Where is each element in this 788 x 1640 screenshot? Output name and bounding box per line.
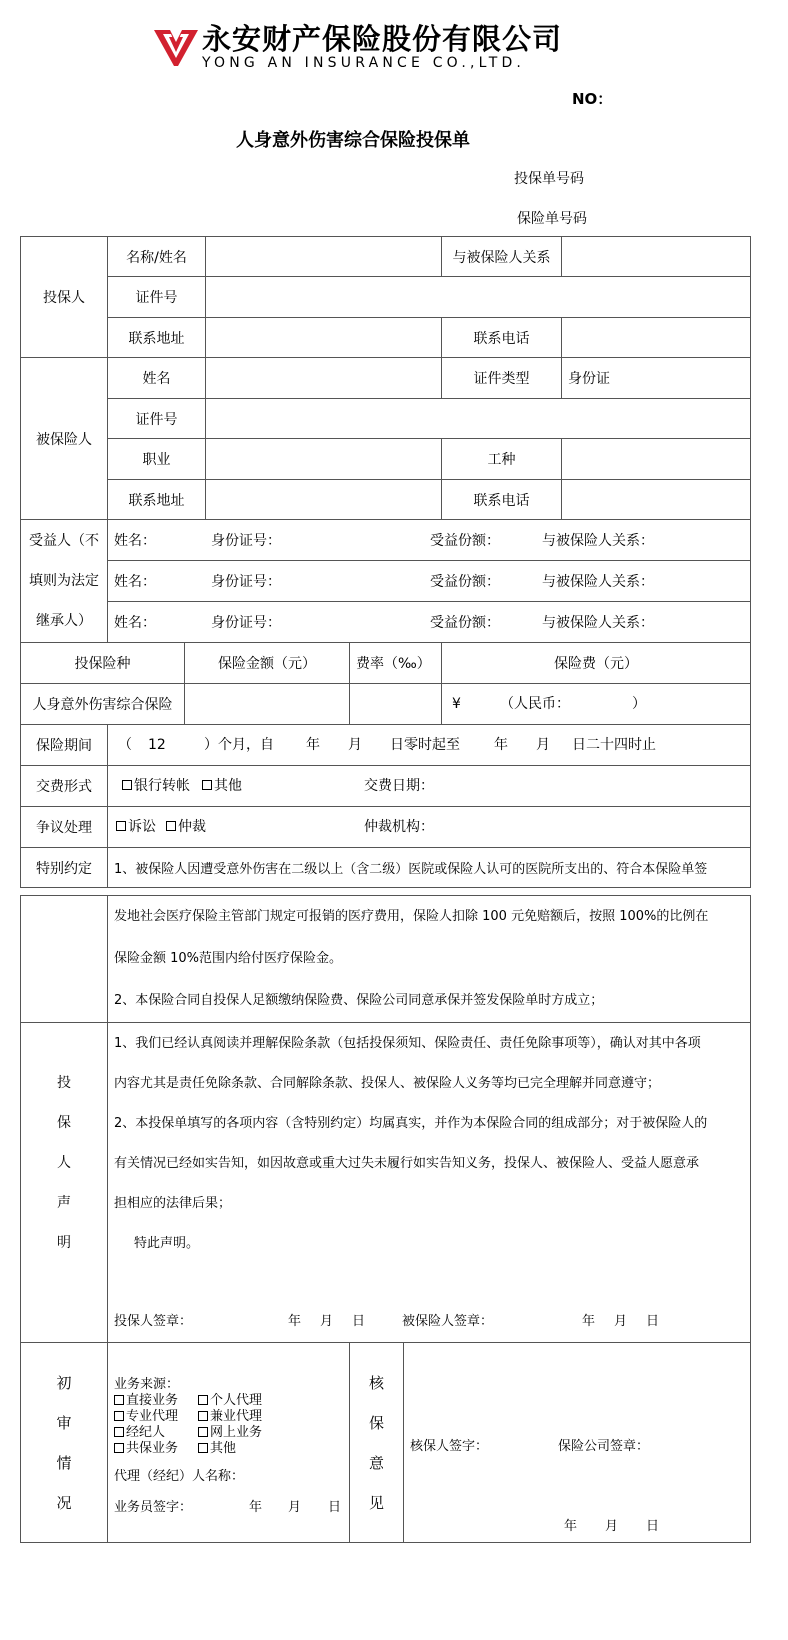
insured-work-type-field[interactable]	[562, 439, 751, 480]
period-months[interactable]: 12	[148, 737, 166, 753]
clerk-sign-year: 年	[249, 1500, 263, 1515]
checkbox-icon[interactable]	[122, 780, 132, 790]
insured-job-label: 职业	[108, 439, 206, 480]
insured-signature-label: 被保险人签章：	[402, 1314, 494, 1329]
coverage-header-product: 投保险种	[21, 643, 185, 684]
beneficiary-name-label: 姓名：	[114, 574, 156, 590]
applicant-section-label: 投保人	[21, 237, 108, 358]
logo-icon	[152, 22, 200, 70]
source-option-label: 经纪人	[126, 1425, 166, 1440]
declaration-table	[20, 895, 751, 1543]
checkbox-icon[interactable]	[114, 1427, 124, 1437]
applicant-relation-label: 与被保险人关系	[442, 237, 562, 277]
checkbox-icon[interactable]	[166, 821, 176, 831]
agent-name-label: 代理（经纪）人名称：	[114, 1469, 245, 1484]
underwriting-label-char: 意	[368, 1453, 384, 1472]
review-body	[108, 1343, 350, 1543]
insured-id-type-value[interactable]: 身份证	[562, 358, 751, 399]
form-number-label: NO：	[572, 90, 613, 108]
source-option-coinsurance[interactable]	[114, 1437, 178, 1456]
source-option-label: 网上业务	[210, 1425, 263, 1440]
review-label-char: 情	[56, 1453, 72, 1472]
special-terms-continuation	[108, 896, 751, 1023]
declaration-p2-line-1: 2、本投保单填写的各项内容（含特别约定）均属真实，并作为本保险合同的组成部分；对于被保险人的	[114, 1116, 708, 1131]
application-form-table	[20, 236, 751, 888]
applicant-sign-day: 日	[352, 1314, 366, 1329]
special-terms-line-2: 发地社会医疗保险主管部门规定可报销的医疗费用，保险人扣除 100 元免赔额后，按照 100%的比例在	[114, 909, 709, 924]
applicant-phone-field[interactable]	[562, 318, 751, 358]
declaration-p3: 特此声明。	[134, 1236, 200, 1251]
page-title: 人身意外伤害综合保险投保单	[236, 130, 470, 151]
insured-sign-year: 年	[582, 1314, 596, 1329]
company-seal-label: 保险公司签章：	[558, 1439, 650, 1454]
policy-number-label: 保险单号码	[517, 211, 587, 227]
checkbox-icon[interactable]	[198, 1411, 208, 1421]
beneficiary-label-line-3: 继承人）	[36, 613, 92, 629]
dispute-arbitration-option[interactable]	[166, 807, 206, 847]
source-option-label: 兼业代理	[210, 1409, 263, 1424]
review-label-char: 况	[56, 1493, 72, 1512]
beneficiary-share-label: 受益份额：	[430, 533, 500, 549]
dispute-litigation-label: 诉讼	[128, 819, 156, 835]
payment-bank-label: 银行转帐	[134, 778, 190, 794]
dispute-arbitration-label: 仲裁	[178, 819, 206, 835]
underwriting-year: 年	[564, 1519, 578, 1534]
insured-phone-field[interactable]	[562, 480, 751, 520]
company-logo	[152, 22, 200, 70]
checkbox-icon[interactable]	[198, 1395, 208, 1405]
beneficiary-relation-label: 与被保险人关系：	[542, 615, 654, 631]
rmb-label: （人民币：	[500, 696, 570, 712]
review-label	[21, 1343, 108, 1543]
underwriting-label	[350, 1343, 404, 1543]
applicant-phone-label: 联系电话	[442, 318, 562, 358]
insured-name-label: 姓名	[108, 358, 206, 399]
coverage-premium-field[interactable]	[442, 684, 751, 725]
period-label: 保险期间	[21, 725, 108, 766]
applicant-id-field[interactable]	[206, 277, 751, 318]
insured-address-label: 联系地址	[108, 480, 206, 520]
review-label-char: 审	[56, 1413, 72, 1432]
clerk-signature-label: 业务员签字：	[114, 1500, 193, 1515]
applicant-name-field[interactable]	[206, 237, 442, 277]
beneficiary-share-label: 受益份额：	[430, 574, 500, 590]
payment-date-label: 交费日期：	[364, 778, 434, 794]
insured-name-field[interactable]	[206, 358, 442, 399]
declaration-body	[108, 1023, 751, 1343]
applicant-address-label: 联系地址	[108, 318, 206, 358]
insured-phone-label: 联系电话	[442, 480, 562, 520]
beneficiary-relation-label: 与被保险人关系：	[542, 574, 654, 590]
checkbox-icon[interactable]	[114, 1411, 124, 1421]
payment-other-option[interactable]	[202, 766, 242, 806]
source-option-other[interactable]	[198, 1437, 236, 1456]
beneficiary-row[interactable]	[108, 561, 751, 602]
declaration-label	[21, 1023, 108, 1343]
special-label: 特别约定	[21, 848, 108, 888]
beneficiary-id-label: 身份证号：	[211, 574, 281, 590]
checkbox-icon[interactable]	[114, 1443, 124, 1453]
underwriting-body	[404, 1343, 751, 1543]
period-day-end: 日二十四时止	[572, 737, 656, 753]
coverage-header-rate: 费率（‰）	[350, 643, 442, 684]
yen-symbol: ¥	[452, 696, 461, 712]
clerk-sign-month: 月	[288, 1500, 302, 1515]
coverage-header-premium: 保险费（元）	[442, 643, 751, 684]
source-option-label: 直接业务	[126, 1393, 179, 1408]
source-option-label: 个人代理	[210, 1393, 263, 1408]
special-terms-line-1: 1、被保险人因遭受意外伤害在二级以上（含二级）医院或保险人认可的医院所支出的、符合本保险单签	[108, 848, 751, 888]
arbitration-org-label: 仲裁机构：	[364, 819, 434, 835]
source-option-label: 共保业务	[126, 1441, 179, 1456]
beneficiary-row[interactable]	[108, 602, 751, 643]
source-option-label: 其他	[210, 1441, 237, 1456]
checkbox-icon[interactable]	[202, 780, 212, 790]
special-terms-line-4: 2、本保险合同自投保人足额缴纳保险费、保险公司同意承保并签发保险单时方成立；	[114, 993, 604, 1008]
beneficiary-relation-label: 与被保险人关系：	[542, 533, 654, 549]
beneficiary-id-label: 身份证号：	[211, 615, 281, 631]
insured-id-label: 证件号	[108, 399, 206, 439]
source-option-label: 专业代理	[126, 1409, 179, 1424]
applicant-name-label: 名称/姓名	[108, 237, 206, 277]
declaration-label-char: 投	[57, 1075, 71, 1091]
payment-other-label: 其他	[214, 778, 242, 794]
checkbox-icon[interactable]	[114, 1395, 124, 1405]
dispute-label: 争议处理	[21, 807, 108, 848]
declaration-p1-line-1: 1、我们已经认真阅读并理解保险条款（包括投保须知、保险责任、责任免除事项等），确认对其中各项	[114, 1036, 701, 1051]
period-open-paren: （	[118, 737, 132, 753]
payment-field	[108, 766, 751, 807]
review-label-char: 初	[56, 1373, 72, 1392]
period-year-end: 年	[494, 737, 508, 753]
coverage-product-name: 人身意外伤害综合保险	[21, 684, 185, 725]
period-field[interactable]	[108, 725, 751, 766]
application-number-label: 投保单号码	[514, 171, 584, 187]
applicant-sign-year: 年	[288, 1314, 302, 1329]
dispute-litigation-option[interactable]	[116, 807, 156, 847]
applicant-signature-label: 投保人签章：	[114, 1314, 193, 1329]
declaration-label-char: 声	[57, 1195, 71, 1211]
applicant-address-field[interactable]	[206, 318, 442, 358]
beneficiary-name-label: 姓名：	[114, 615, 156, 631]
special-terms-line-3: 保险金额 10%范围内给付医疗保险金。	[114, 951, 343, 966]
checkbox-icon[interactable]	[116, 821, 126, 831]
payment-label: 交费形式	[21, 766, 108, 807]
period-months-text: ）个月，自	[204, 737, 274, 753]
declaration-p1-line-2: 内容尤其是责任免除条款、合同解除条款、投保人、被保险人义务等均已完全理解并同意遵守；	[114, 1076, 661, 1091]
clerk-sign-day: 日	[328, 1500, 342, 1515]
period-month-end: 月	[536, 737, 550, 753]
declaration-label-char: 人	[57, 1155, 71, 1171]
beneficiary-section-label	[21, 520, 108, 643]
coverage-rate-field[interactable]	[350, 684, 442, 725]
insured-id-type-label: 证件类型	[442, 358, 562, 399]
period-month-start: 月	[348, 737, 362, 753]
insured-section-label: 被保险人	[21, 358, 108, 520]
special-continuation-blank	[21, 896, 108, 1023]
underwriting-label-char: 保	[368, 1413, 384, 1432]
underwriter-signature-label: 核保人签字：	[410, 1439, 489, 1454]
applicant-id-label: 证件号	[108, 277, 206, 318]
declaration-p2-line-2: 有关情况已经如实告知，如因故意或重大过失未履行如实告知义务，投保人、被保险人、受益人愿意承	[114, 1156, 700, 1171]
declaration-label-char: 保	[57, 1115, 71, 1131]
declaration-label-char: 明	[57, 1235, 71, 1251]
payment-bank-option[interactable]	[122, 766, 190, 806]
underwriting-label-char: 见	[368, 1493, 384, 1512]
applicant-sign-month: 月	[320, 1314, 334, 1329]
dispute-field	[108, 807, 751, 848]
beneficiary-label-line-1: 受益人（不	[29, 533, 99, 549]
company-name-en: YONG AN INSURANCE CO.,LTD.	[202, 55, 526, 71]
coverage-header-sum: 保险金额（元）	[185, 643, 350, 684]
beneficiary-label-line-2: 填则为法定	[29, 573, 99, 589]
insured-sign-day: 日	[646, 1314, 660, 1329]
beneficiary-name-label: 姓名：	[114, 533, 156, 549]
insured-job-field[interactable]	[206, 439, 442, 480]
checkbox-icon[interactable]	[198, 1427, 208, 1437]
declaration-p2-line-3: 担相应的法律后果；	[114, 1196, 232, 1211]
beneficiary-id-label: 身份证号：	[211, 533, 281, 549]
insured-work-type-label: 工种	[442, 439, 562, 480]
insured-sign-month: 月	[614, 1314, 628, 1329]
underwriting-label-char: 核	[368, 1373, 384, 1392]
business-source-label: 业务来源：	[114, 1377, 180, 1392]
period-year-start: 年	[306, 737, 320, 753]
underwriting-day: 日	[646, 1519, 660, 1534]
underwriting-month: 月	[605, 1519, 619, 1534]
company-name-cn: 永安财产保险股份有限公司	[202, 22, 563, 56]
beneficiary-row[interactable]	[108, 520, 751, 561]
rmb-close: ）	[632, 696, 646, 712]
checkbox-icon[interactable]	[198, 1443, 208, 1453]
beneficiary-share-label: 受益份额：	[430, 615, 500, 631]
insured-id-field[interactable]	[206, 399, 751, 439]
coverage-sum-field[interactable]	[185, 684, 350, 725]
period-day-start: 日零时起至	[390, 737, 460, 753]
insured-address-field[interactable]	[206, 480, 442, 520]
applicant-relation-field[interactable]	[562, 237, 751, 277]
